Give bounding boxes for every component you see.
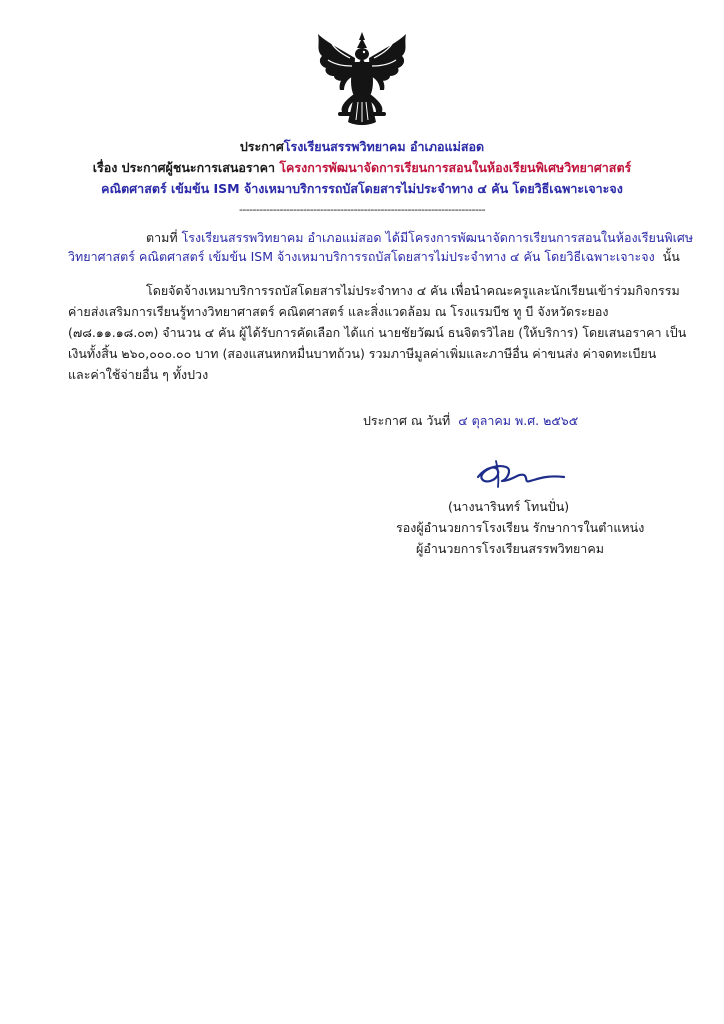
project-name: โครงการพัฒนาจัดการเรียนการสอนในห้องเรียนพิเศษวิทยาศาสตร์ — [279, 160, 632, 175]
para2-line5: และค่าใช้จ่ายอื่น ๆ ทั้งปวง — [68, 367, 209, 382]
para1-line2 — [68, 248, 680, 266]
announcement-title — [0, 138, 724, 156]
signatory-title-1: รองผู้อำนวยการโรงเรียน รักษาการในตำแหน่ง — [396, 520, 645, 535]
header-divider: ------------------------------------------------------------------------- — [239, 203, 485, 216]
para2-line4: เงินทั้งสิ้น ๒๖๐,๐๐๐.๐๐ บาท (สองแสนหกหมื่นบาทถ้วน) รวมภาษีมูลค่าเพิ่มและภาษีอื่น ค่าขนส่ง ค่าจดทะเบียน — [68, 346, 657, 361]
garuda-emblem-icon — [312, 30, 412, 128]
para2-line1: โดยจัดจ้างเหมาบริการรถบัสโดยสารไม่ประจำทาง ๔ คัน เพื่อนำคณะครูและนักเรียนเข้าร่วมกิจกรรม — [146, 283, 680, 298]
date-prefix: ประกาศ ณ วันที่ — [363, 413, 455, 428]
para2-line3: (๗๘.๑๑.๑๘.๐๓) จำนวน ๔ คัน ผู้ได้รับการคัดเลือก ได้แก่ นายชัยวัฒน์ ธนจิตรวิไลย (ให้บริการ) โดยเสนอราคา เป็น — [68, 325, 687, 340]
subject-line — [0, 159, 724, 177]
title-prefix: ประกาศ — [239, 139, 284, 154]
para1-project: วิทยาศาสตร์ คณิตศาสตร์ เข้มข้น ISM จ้างเหมาบริการรถบัสโดยสารไม่ประจำทาง ๔ คัน โดยวิธีเฉพาะเจาะจง — [68, 249, 655, 264]
subject-line-2: คณิตศาสตร์ เข้มข้น ISM จ้างเหมาบริการรถบัสโดยสารไม่ประจำทาง ๔ คัน โดยวิธีเฉพาะเจาะจง — [101, 181, 623, 196]
handwritten-signature-icon — [472, 457, 572, 493]
para1-text-a: ตามที่ — [146, 230, 182, 245]
para1-line1 — [146, 229, 693, 247]
para1-end: นั้น — [662, 249, 680, 264]
subject-prefix: เรื่อง ประกาศผู้ชนะการเสนอราคา — [92, 160, 280, 175]
date-value: ๔ ตุลาคม พ.ศ. ๒๕๖๕ — [458, 413, 579, 428]
para1-school: โรงเรียนสรรพวิทยาคม อำเภอแม่สอด — [181, 230, 382, 245]
announcement-date — [363, 412, 578, 430]
school-name: โรงเรียนสรรพวิทยาคม อำเภอแม่สอด — [283, 139, 485, 154]
signatory-title-2: ผู้อำนวยการโรงเรียนสรรพวิทยาคม — [416, 541, 604, 556]
para2-line2: ค่ายส่งเสริมการเรียนรู้ทางวิทยาศาสตร์ คณิตศาสตร์ และสิ่งแวดล้อม ณ โรงแรมบีช ทู บี จังหวัดระยอง — [68, 304, 609, 319]
signatory-name: (นางนารินทร์ โทนปั่น) — [448, 499, 570, 514]
para1-text-b: ได้มีโครงการพัฒนาจัดการเรียนการสอนในห้องเรียนพิเศษ — [381, 230, 694, 245]
